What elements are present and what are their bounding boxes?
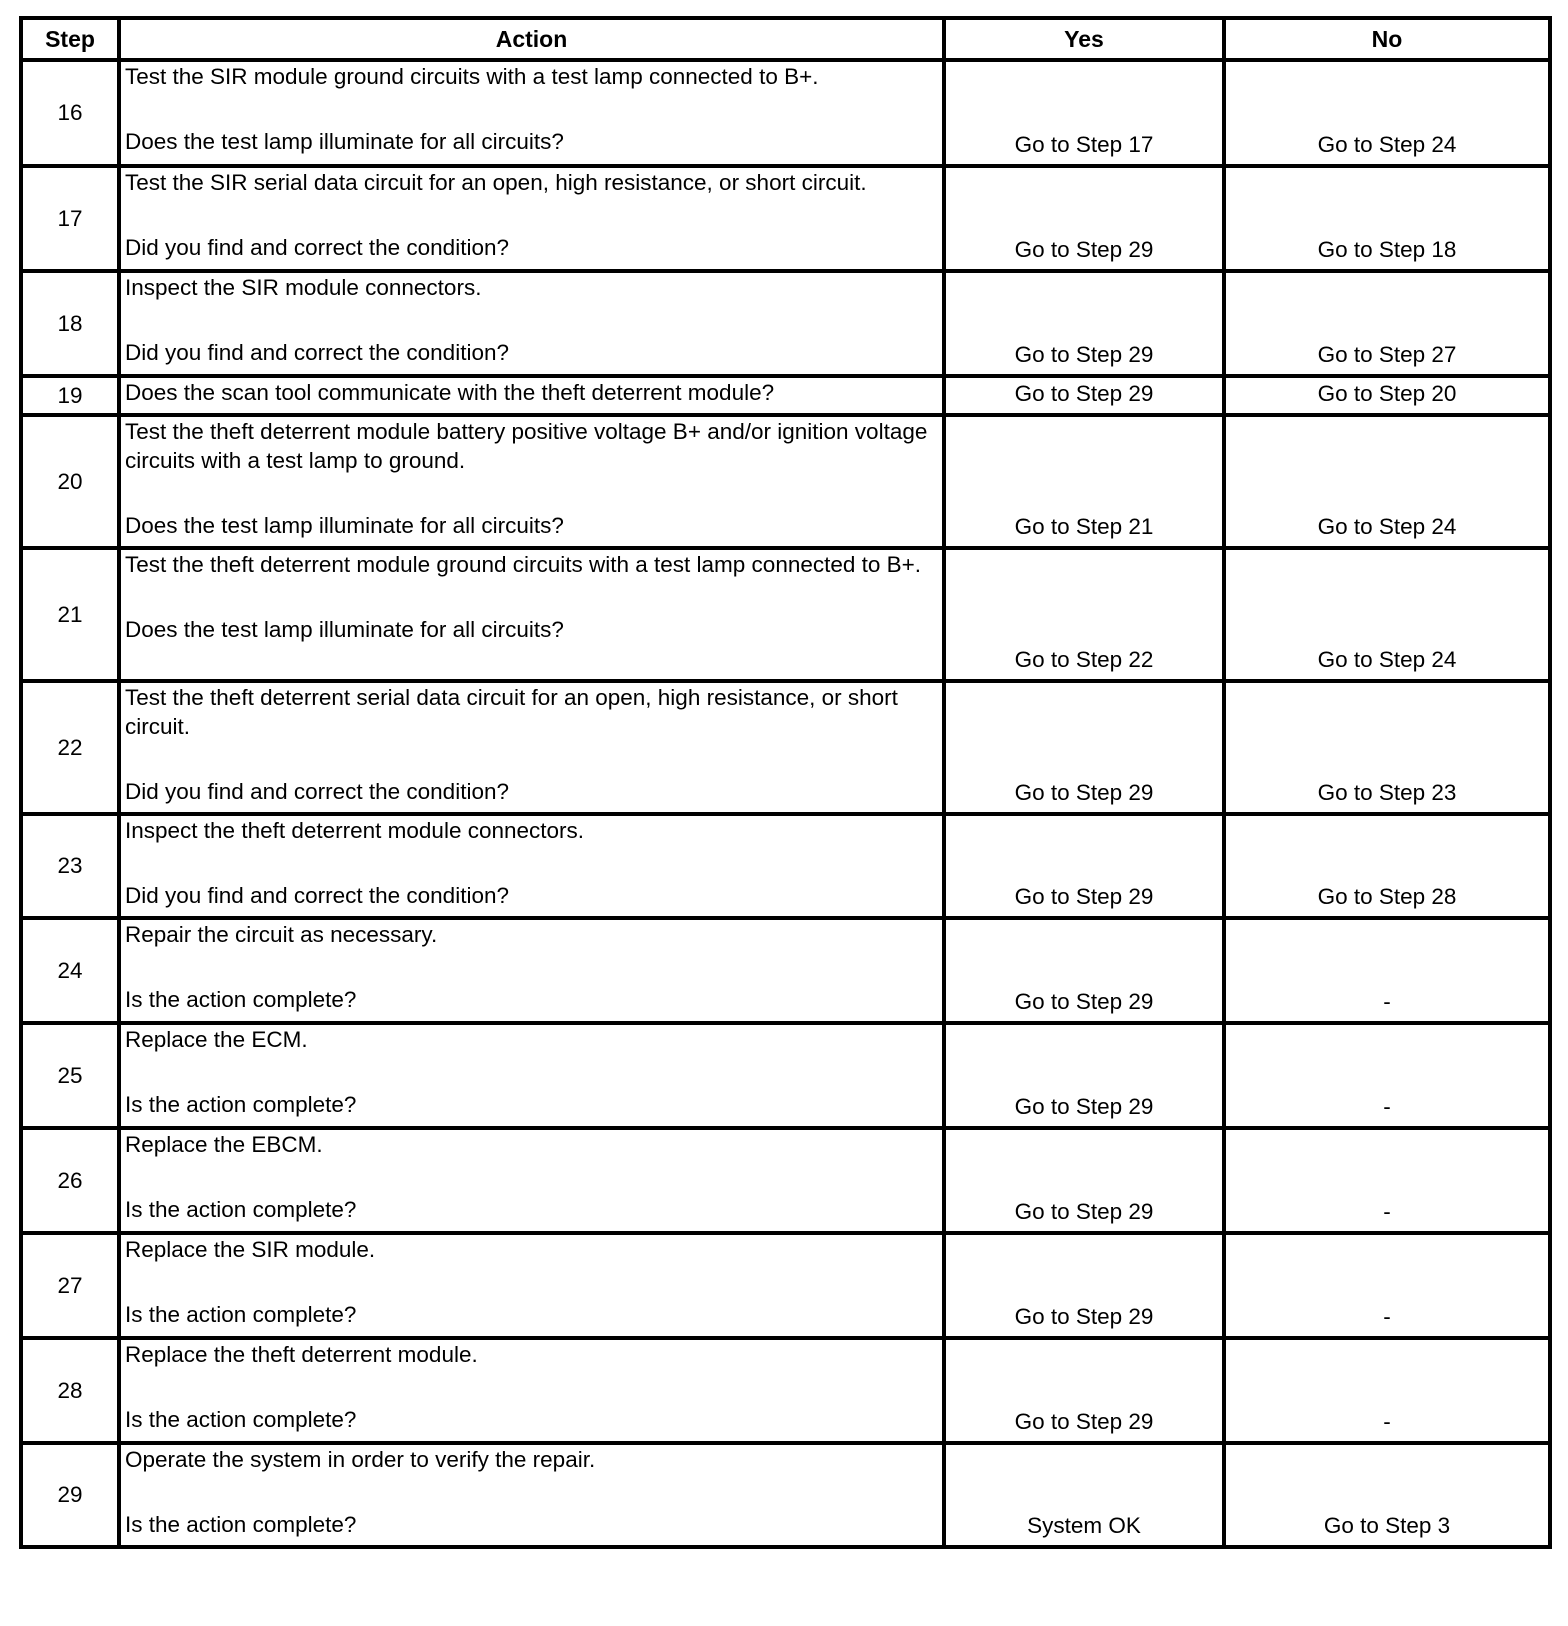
action-text: Inspect the SIR module connectors. bbox=[125, 275, 482, 300]
action-question: Is the action complete? bbox=[125, 1092, 357, 1117]
step-number: 22 bbox=[21, 681, 119, 814]
table-row bbox=[21, 271, 1550, 376]
action-cell bbox=[119, 548, 944, 681]
yes-result: Go to Step 29 bbox=[944, 1128, 1224, 1233]
table-row bbox=[21, 376, 1550, 415]
action-question: Did you find and correct the condition? bbox=[125, 235, 509, 260]
action-text: Test the theft deterrent module ground circuits with a test lamp connected to B+. bbox=[125, 552, 922, 577]
action-cell bbox=[119, 1338, 944, 1443]
action-cell bbox=[119, 1233, 944, 1338]
action-question: Does the test lamp illuminate for all circuits? bbox=[125, 513, 564, 538]
action-question: Is the action complete? bbox=[125, 987, 357, 1012]
diagnostic-table bbox=[19, 16, 1552, 1549]
step-number: 16 bbox=[21, 60, 119, 166]
no-result: Go to Step 24 bbox=[1224, 548, 1550, 681]
action-spacer bbox=[125, 1474, 939, 1510]
yes-result: Go to Step 29 bbox=[944, 376, 1224, 415]
action-text: Test the theft deterrent module battery positive voltage B+ and/or ignition voltage circuits with a test lamp to ground. bbox=[125, 419, 928, 473]
yes-result: Go to Step 29 bbox=[944, 271, 1224, 376]
action-question: Did you find and correct the condition? bbox=[125, 779, 509, 804]
no-result: - bbox=[1224, 1128, 1550, 1233]
step-number: 23 bbox=[21, 814, 119, 918]
no-result: Go to Step 24 bbox=[1224, 415, 1550, 548]
no-result: Go to Step 24 bbox=[1224, 60, 1550, 166]
header-row bbox=[21, 18, 1550, 60]
no-result: Go to Step 27 bbox=[1224, 271, 1550, 376]
action-text: Repair the circuit as necessary. bbox=[125, 922, 438, 947]
step-number: 29 bbox=[21, 1443, 119, 1547]
action-text: Test the SIR module ground circuits with a test lamp connected to B+. bbox=[125, 64, 819, 89]
step-number: 27 bbox=[21, 1233, 119, 1338]
action-cell bbox=[119, 415, 944, 548]
action-question: Does the test lamp illuminate for all circuits? bbox=[125, 129, 564, 154]
table-row bbox=[21, 166, 1550, 271]
action-cell bbox=[119, 166, 944, 271]
yes-result: Go to Step 17 bbox=[944, 60, 1224, 166]
action-spacer bbox=[125, 302, 939, 338]
table-row bbox=[21, 681, 1550, 814]
action-cell bbox=[119, 1128, 944, 1233]
action-spacer bbox=[125, 845, 939, 881]
action-question: Is the action complete? bbox=[125, 1512, 357, 1537]
action-cell bbox=[119, 60, 944, 166]
no-result: Go to Step 3 bbox=[1224, 1443, 1550, 1547]
header-step: Step bbox=[21, 18, 119, 60]
table-row bbox=[21, 1338, 1550, 1443]
action-question: Does the scan tool communicate with the theft deterrent module? bbox=[125, 380, 775, 405]
step-number: 28 bbox=[21, 1338, 119, 1443]
action-question: Is the action complete? bbox=[125, 1407, 357, 1432]
yes-result: Go to Step 29 bbox=[944, 166, 1224, 271]
header-no: No bbox=[1224, 18, 1550, 60]
header-action: Action bbox=[119, 18, 944, 60]
table-row bbox=[21, 60, 1550, 166]
no-result: - bbox=[1224, 1233, 1550, 1338]
table-row bbox=[21, 1023, 1550, 1128]
yes-result: Go to Step 29 bbox=[944, 918, 1224, 1023]
action-question: Is the action complete? bbox=[125, 1302, 357, 1327]
action-text: Test the SIR serial data circuit for an open, high resistance, or short circuit. bbox=[125, 170, 867, 195]
action-spacer bbox=[125, 1369, 939, 1405]
no-result: Go to Step 18 bbox=[1224, 166, 1550, 271]
action-spacer bbox=[125, 1159, 939, 1195]
table-row bbox=[21, 918, 1550, 1023]
action-text: Replace the EBCM. bbox=[125, 1132, 323, 1157]
table-row bbox=[21, 1233, 1550, 1338]
action-spacer bbox=[125, 91, 939, 127]
no-result: - bbox=[1224, 1023, 1550, 1128]
action-cell bbox=[119, 814, 944, 918]
action-question: Did you find and correct the condition? bbox=[125, 883, 509, 908]
action-cell bbox=[119, 1443, 944, 1547]
yes-result: Go to Step 22 bbox=[944, 548, 1224, 681]
action-cell bbox=[119, 1023, 944, 1128]
step-number: 26 bbox=[21, 1128, 119, 1233]
no-result: Go to Step 20 bbox=[1224, 376, 1550, 415]
action-spacer bbox=[125, 475, 939, 511]
action-question: Is the action complete? bbox=[125, 1197, 357, 1222]
no-result: Go to Step 23 bbox=[1224, 681, 1550, 814]
no-result: - bbox=[1224, 918, 1550, 1023]
step-number: 21 bbox=[21, 548, 119, 681]
step-number: 25 bbox=[21, 1023, 119, 1128]
action-text: Replace the SIR module. bbox=[125, 1237, 376, 1262]
action-cell bbox=[119, 271, 944, 376]
action-spacer bbox=[125, 1054, 939, 1090]
yes-result: Go to Step 29 bbox=[944, 681, 1224, 814]
no-result: Go to Step 28 bbox=[1224, 814, 1550, 918]
action-spacer bbox=[125, 741, 939, 777]
action-text: Operate the system in order to verify the repair. bbox=[125, 1447, 596, 1472]
action-spacer bbox=[125, 579, 939, 615]
yes-result: Go to Step 29 bbox=[944, 1023, 1224, 1128]
action-cell bbox=[119, 918, 944, 1023]
action-question: Does the test lamp illuminate for all circuits? bbox=[125, 617, 564, 642]
action-text: Replace the theft deterrent module. bbox=[125, 1342, 478, 1367]
table-row bbox=[21, 1443, 1550, 1547]
action-text: Replace the ECM. bbox=[125, 1027, 308, 1052]
action-spacer bbox=[125, 949, 939, 985]
action-spacer bbox=[125, 1264, 939, 1300]
yes-result: Go to Step 29 bbox=[944, 1338, 1224, 1443]
action-cell bbox=[119, 376, 944, 415]
action-question: Did you find and correct the condition? bbox=[125, 340, 509, 365]
step-number: 20 bbox=[21, 415, 119, 548]
yes-result: System OK bbox=[944, 1443, 1224, 1547]
step-number: 17 bbox=[21, 166, 119, 271]
yes-result: Go to Step 29 bbox=[944, 814, 1224, 918]
table-row bbox=[21, 548, 1550, 681]
action-text: Test the theft deterrent serial data circuit for an open, high resistance, or short circuit. bbox=[125, 685, 898, 739]
action-text: Inspect the theft deterrent module connectors. bbox=[125, 818, 585, 843]
step-number: 19 bbox=[21, 376, 119, 415]
table-row bbox=[21, 415, 1550, 548]
no-result: - bbox=[1224, 1338, 1550, 1443]
action-cell bbox=[119, 681, 944, 814]
yes-result: Go to Step 29 bbox=[944, 1233, 1224, 1338]
yes-result: Go to Step 21 bbox=[944, 415, 1224, 548]
header-yes: Yes bbox=[944, 18, 1224, 60]
table-row bbox=[21, 814, 1550, 918]
table-row bbox=[21, 1128, 1550, 1233]
step-number: 18 bbox=[21, 271, 119, 376]
step-number: 24 bbox=[21, 918, 119, 1023]
table-body bbox=[21, 60, 1550, 1547]
action-spacer bbox=[125, 197, 939, 233]
